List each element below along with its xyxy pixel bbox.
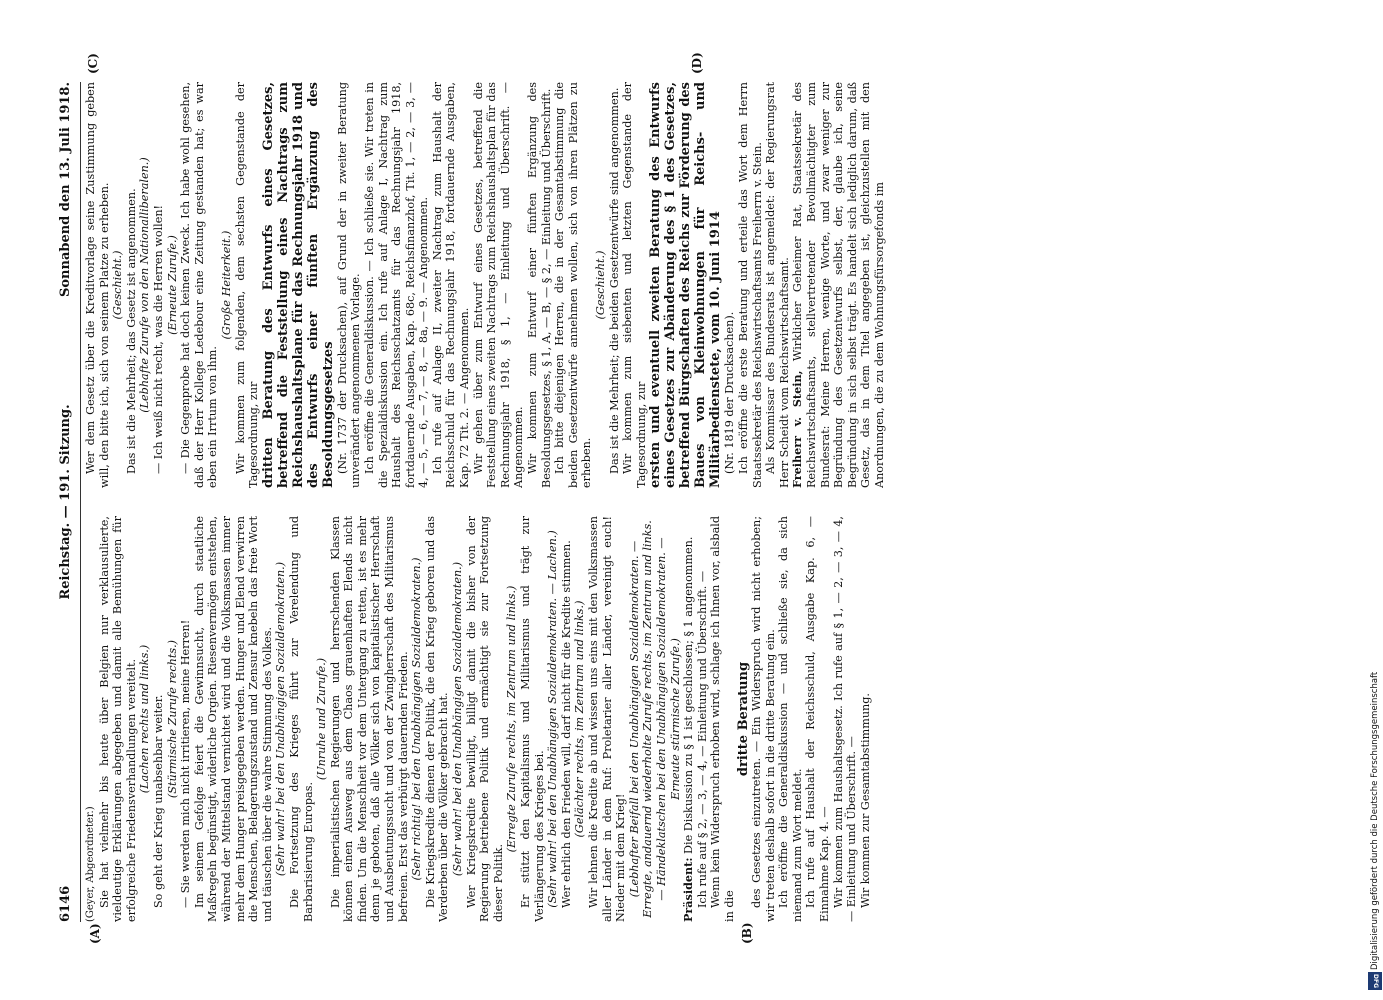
paragraph: Das ist die Mehrheit; die beiden Gesetzentwürfe sind angenommen.	[607, 87, 621, 474]
margin-mark-d: (D)	[690, 52, 704, 74]
header-rule	[80, 82, 81, 922]
speech-text: Die Diskussion zu § 1 ist geschlossen; § 1 angenommen.	[682, 536, 696, 858]
interjection: (Erneute Zurufe.)	[165, 235, 179, 335]
paragraph: Die Kriegskredite dienen der Politik, die den Krieg geboren und das Verderben über die Völker gebracht hat.	[423, 516, 451, 922]
dfg-logo: DFG	[1368, 972, 1382, 990]
paragraph: Wir lehnen die Kredite ab und wissen uns eins mit den Volksmassen aller Länder in dem Ruf: Proletarier aller Länder, vereinigt euch! Nieder mit dem Krieg!	[586, 516, 628, 922]
agenda-item-title: dritten Beratung des Entwurfs eines Gesetzes, betreffend die Feststellung eines Nachtrags zum Reichshaushaltsplane für das Rechnungsjahr 1918 und des Entwurfs einer fünften Ergänzung des Besoldungsgesetzes	[260, 82, 336, 488]
paragraph: So geht der Krieg unabsehbar weiter.	[151, 694, 165, 908]
paragraph: — Ich weiß nicht recht, was die Herren wollen!	[151, 204, 165, 474]
session-date: Sonnabend den 13. Juli 1918.	[58, 82, 73, 298]
agenda-item-title: ersten und eventuell zweiten Beratung des Entwurfs eines Gesetzes zur Abänderung des § 1 des Gesetzes, betreffend Bürgschaften des Reichs zur Förderung des Baues von Kleinwohnungen für Reichs- und Militärbedienstete, vom 10. Juni 1914	[648, 82, 724, 488]
paragraph: Als Kommissar des Bundesrats ist angemeldet: der Regierungsrat Herr Scheidt vom Reichswirtschaftsamt.	[764, 82, 791, 488]
paragraph: Wir gehen über zum Entwurf eines Gesetzes, betreffend die Feststellung eines zweiten Nachtrags zum Reichshaushaltsplan für das Rechnungsjahr 1918, § 1, — Einleitung und Überschrift. — Angenommen.	[471, 82, 526, 488]
running-speaker: (Geyer, Abgeordneter.)	[85, 806, 96, 922]
paragraph: (Nr. 1819 der Drucksachen).	[723, 311, 737, 474]
digitization-credit	[1368, 10, 1382, 990]
paragraph: Ich eröffne die Generaldiskussion. — Ich schließe sie. Wir treten in die Spezialdiskussion ein. Ich rufe auf Anlage I, Nachtrag zum Haushalt des Reichsschatzamts für das Rechnungsjahr 1918, fortdauernde Ausgaben, Kap. 68c, Reichsfinanzhof, Tit. 1, — 2, — 3, — 4, — 5, — 6, — 7, — 8, — 8a, — 9. — Angenommen.	[362, 82, 431, 488]
speaker-name: Präsident:	[681, 857, 696, 922]
margin-mark-a: (A)	[88, 923, 102, 944]
margin-mark-b: (B)	[740, 922, 754, 944]
interjection: (Gelächter rechts, im Zentrum und links.)	[573, 600, 587, 838]
right-text-column	[84, 82, 1309, 488]
interjection: (Unruhe und Zurufe.)	[315, 657, 329, 781]
interjection: (Erregte Zurufe rechts, im Zentrum und links.)	[505, 585, 519, 853]
paragraph: Wir kommen zum siebenten und letzten Gegenstande der Tagesordnung, zur	[621, 82, 648, 488]
interjection: (Stürmische Zurufe rechts.)	[165, 639, 179, 799]
paragraph: Wer Kriegskredite bewilligt, billigt damit die bisher von der Regierung betriebene Politik und ermächtigt sie zur Fortsetzung dieser Politik.	[464, 516, 505, 922]
paragraph: Die Fortsetzung des Krieges führt zur Verelendung und Barbarisierung Europas.	[287, 516, 315, 922]
paragraph: Im seinem Gefolge feiert die Gewinnsucht, durch staatliche Maßregeln begünstigt, widerliche Orgien. Riesenvermögen entstehen, während der Mittelstand vernichtet wird und die Volksmassen immer mehr dem Hunger preisgegeben werden. Hunger und Elend verwirren die Menschen, Belagerungszustand und Zensur knebeln das freie Wort und täuschen über die wahre Stimmung des Volkes.	[192, 516, 274, 922]
paragraph: Wir kommen zum Entwurf einer fünften Ergänzung des Besoldungsgesetzes, § 1, A, — B, — § 2, — Einleitung und Überschrift.	[526, 82, 553, 488]
interjection: (Große Heiterkeit.)	[219, 230, 233, 340]
interjection: (Sehr richtig! bei den Unabhängigen Sozialdemokraten.)	[410, 557, 424, 881]
paragraph: Wir kommen zum Haushaltsgesetz. Ich rufe auf § 1, — 2, — 3, — 4, — Einleitung und Überschrift. —	[831, 516, 859, 922]
paragraph: Wir kommen zum folgenden, dem sechsten Gegenstande der Tagesordnung, zur	[233, 82, 261, 488]
paragraph: Ich rufe auf Haushalt der Reichsschuld, Ausgabe Kap. 6, — Einnahme Kap. 4. —	[804, 516, 832, 922]
paragraph: Ich rufe auf Anlage II, zweiter Nachtrag zum Haushalt der Reichsschuld für das Rechnungsjahr 1918, fortdauernde Ausgaben, Kap. 72 Tit. 2. — Angenommen.	[430, 82, 472, 488]
paragraph: (Nr. 1737 der Drucksachen), auf Grund der in zweiter Beratung unverändert angenommenen Vorlage.	[335, 82, 363, 488]
paragraph: Wer ehrlich den Frieden will, darf nicht für die Kredite stimmen.	[559, 540, 573, 908]
speaker-paragraph	[682, 516, 696, 922]
paragraph: Wenn kein Widerspruch erhoben wird, schlage ich Ihnen vor, alsbald in die	[709, 516, 736, 922]
credit-text: Digitalisierung gefördert durch die Deutsche Forschungsgemeinschaft	[1370, 671, 1380, 970]
paragraph: Ich eröffne die Generaldiskussion — und schließe sie, da sich niemand zum Wort meldet.	[777, 516, 804, 922]
paragraph: Ich rufe auf § 2, — 3, — 4, — Einleitung und Überschrift. —	[695, 570, 709, 908]
margin-mark-c: (C)	[86, 53, 100, 74]
interjection: (Lebhafte Zurufe von den Nationalliberalen.)	[138, 157, 152, 413]
paragraph: Das ist die Mehrheit; das Gesetz ist angenommen.	[124, 188, 138, 474]
speaker-name: Freiherr v. Stein,	[790, 370, 805, 488]
interjection: (Lachen rechts und links.)	[138, 644, 152, 794]
agenda-heading: dritte Beratung	[735, 661, 751, 777]
paragraph: Wer dem Gesetz über die Kreditvorlage seine Zustimmung geben will, den bitte ich, sich von seinem Platze zu erheben.	[84, 82, 111, 488]
page-number: 6146	[58, 885, 73, 922]
interjection: (Sehr wahr! bei den Unabhängigen Sozialdemokraten.)	[451, 561, 465, 877]
page-header	[58, 82, 78, 922]
interjection: (Geschieht.)	[594, 250, 607, 320]
paragraph: des Gesetzes einzutreten. — Ein Widerspruch wird nicht erhoben; wir treten deshalb sofort in die dritte Beratung ein.	[750, 516, 777, 922]
interjection: (Sehr wahr! bei den Unabhängigen Sozialdemokraten.)	[274, 561, 288, 877]
paragraph: Wir kommen zur Gesamtabstimmung.	[858, 693, 872, 908]
paragraph: Er stützt den Kapitalismus und Militarismus und trägt zur Verlängerung des Krieges bei.	[519, 516, 546, 922]
paragraph: Ich bitte diejenigen Herren, die in der Gesamtabstimmung die beiden Gesetzentwürfe annehmen wollen, sich von ihren Plätzen zu erheben.	[553, 82, 594, 488]
interjection: (Geschieht.)	[111, 250, 125, 320]
paragraph: Die imperialistischen Regierungen und herrschenden Klassen können einen Ausweg aus dem Chaos grauenhaften Elends nicht finden. Um die Menschheit vor dem Untergang zu retten, ist es mehr denn je geboten, daß alle Völker sich von kapitalistischer Herrschaft und Ausbeutungssucht und von der Zwingherrschaft des Militarismus befreien. Erst das verbürgt dauernden Frieden.	[328, 516, 410, 922]
interjection: (Lebhafter Beifall bei den Unabhängigen Sozialdemokraten. — Erregte, andauernd wiederholte Zurufe rechts, im Zentrum und links. — Händeklatschen bei den Unabhängigen Sozialdemokraten. — Erneute stürmische Zurufe.)	[627, 520, 682, 918]
left-text-column	[84, 516, 1309, 922]
paragraph: Ich eröffne die erste Beratung und erteile das Wort dem Herrn Staatssekretär des Reichswirtschaftsamts Freiherrn v. Stein.	[736, 82, 764, 488]
paragraph: — Sie werden mich nicht irritieren, meine Herren!	[179, 619, 193, 908]
speech-text: Wirklicher Geheimer Rat, Staatssekretär des Reichswirtschaftsamts, stellvertretender Bevollmächtigter zum Bundesrat: Meine Herren, wenige Worte, und zwar weniger zur Begründung des Gesetzentwurfs selbst, der, glaube ich, seine Begründung in sich selbst trägt. Es handelt sich lediglich darum, daß Gesetz, das in dem Titel angegeben ist, gleichzustellen mit den Anordnungen, die zu dem Wohnungsfürsorgefonds im	[791, 82, 886, 488]
interjection: (Sehr wahr! bei den Unabhängigen Sozialdemokraten. — Lachen.)	[546, 530, 560, 908]
paragraph: — Die Gegenprobe hat doch keinen Zweck. Ich habe wohl gesehen, daß der Herr Kollege Ledebour eine Zeitung gestanden hat; es war eben ein Irrtum von ihm.	[179, 82, 220, 488]
speaker-paragraph	[791, 82, 886, 488]
paragraph: Sie hat vielmehr bis heute über Belgien nur verklausulierte, vieldeutige Erklärungen abgegeben und damit alle Bemühungen für erfolgreiche Friedensverhandlungen vereitelt.	[97, 516, 138, 922]
session-title: Reichstag. — 191. Sitzung.	[58, 404, 73, 600]
